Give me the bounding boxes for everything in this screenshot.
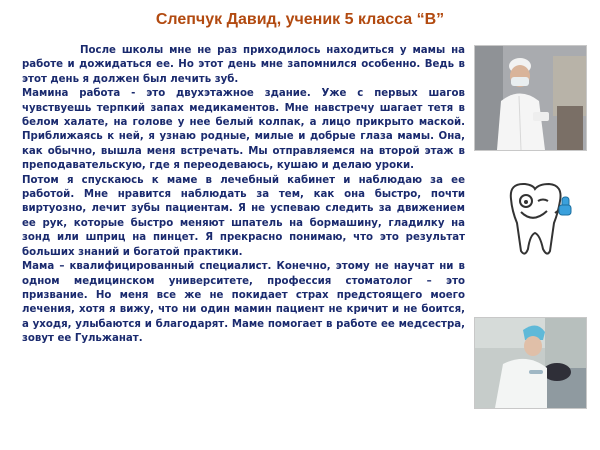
photo-doctor-in-mask: [474, 45, 587, 151]
photo-nurse-with-patient: [474, 317, 587, 409]
essay-text: [22, 44, 465, 347]
paragraph-intro: После школы мне не раз приходилось находиться у мамы на работе и дожидаться ее. Но этот день мне запомнился особенно. Ведь в этот день я должен был лечить зуб.: [22, 45, 465, 85]
page-title: Слепчук Давид, ученик 5 класса “В”: [155, 11, 445, 28]
paragraph-treatment-room: Потом я спускаюсь к маме в лечебный кабинет и наблюдаю за ее работой. Мне нравится наблюдать за тем, как она быстро, почти виртуозно, лечит зубы пациентам. Я не успеваю следить за движением ее рук, которые быстро меняют шпатель на бормашину, гладилку на зонд или шприц на пинцет. Я прекрасно понимаю, что это результат больших знаний и богатой практики.: [22, 174, 465, 258]
paragraph-specialist: Мама – квалифицированный специалист. Конечно, этому не научат ни в одном медицинском университете, профессия стоматолог – это призвание. Но меня все же не покидает страх предстоящего моего лечения, хотя я вижу, что ни один мамин пациент не кричит и не боится, а уходя, улыбаются и благодарят. Маме помогает в работе ее медсестра, зовут ее Гульжанат.: [22, 261, 465, 345]
paragraph-workplace: Мамина работа - это двухэтажное здание. Уже с первых шагов чувствуешь терпкий запах медикаментов. Мне навстречу шагает тетя в белом халате, на голове у нее белый колпак, а лицо прикрыто маской. Приближаясь к ней, я узнаю родные, милые и добрые глаза мамы. Она, как обычно, вышла меня встречать. Мы отправляемся на второй этаж в преподавательскую, где я переодеваюсь, кушаю и делаю уроки.: [22, 88, 465, 172]
smiling-tooth-thumbs-up-icon: [497, 179, 577, 259]
